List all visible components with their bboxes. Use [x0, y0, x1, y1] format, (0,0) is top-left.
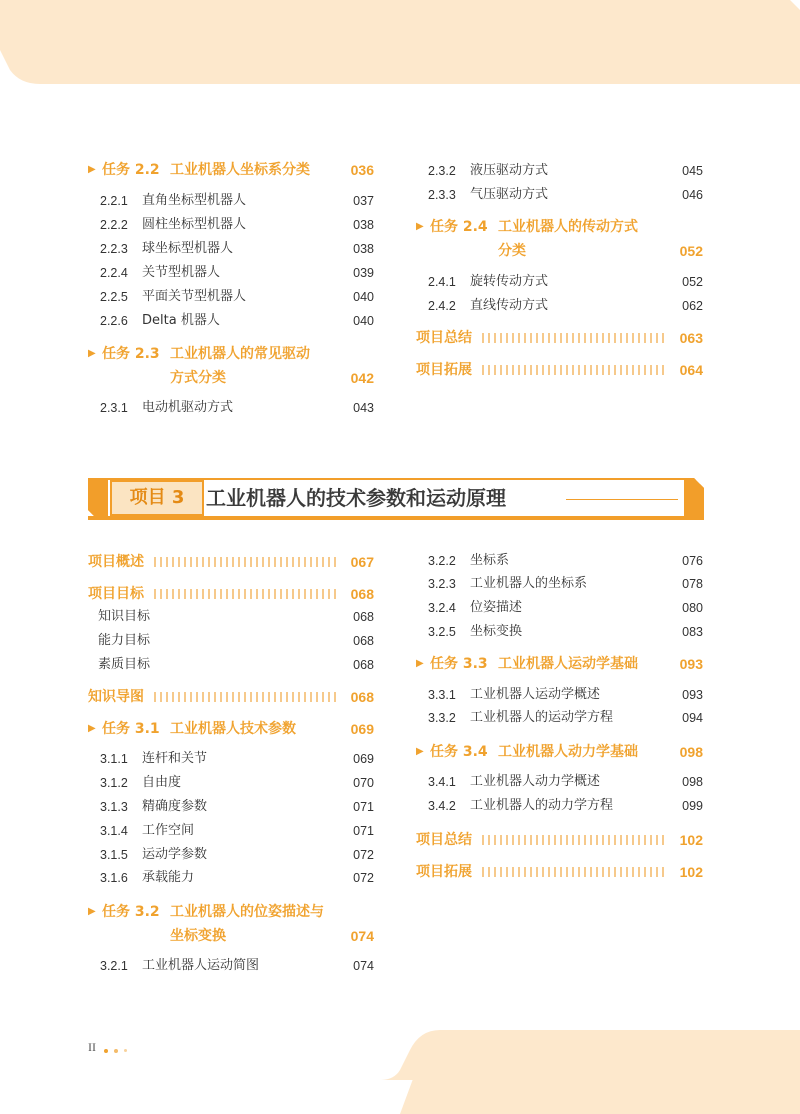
- section-label: 项目拓展: [416, 864, 472, 880]
- toc-task-3-1[interactable]: [88, 717, 374, 741]
- toc-item[interactable]: [88, 748, 374, 770]
- item-page: 070: [353, 776, 374, 790]
- toc-item[interactable]: [88, 214, 374, 236]
- item-page: 045: [682, 164, 703, 178]
- item-title: 素质目标: [98, 657, 151, 672]
- item-page: 043: [353, 401, 374, 415]
- item-page: 038: [353, 218, 374, 232]
- item-title: 工作空间: [142, 823, 195, 838]
- item-number: 3.2.2: [428, 554, 456, 568]
- toc-item[interactable]: [88, 238, 374, 260]
- toc-item[interactable]: [416, 573, 703, 595]
- item-number: 3.1.5: [100, 848, 128, 862]
- item-number: 3.1.6: [100, 871, 128, 885]
- toc-task-2-2[interactable]: [88, 158, 374, 182]
- dot-icon: [104, 1049, 108, 1053]
- item-number: 2.2.4: [100, 266, 128, 280]
- triangle-arrow-icon: ▶: [416, 221, 424, 232]
- toc-item[interactable]: [416, 621, 703, 643]
- item-number: 2.3.3: [428, 188, 456, 202]
- item-page: 078: [682, 577, 703, 591]
- section-page: 102: [679, 832, 703, 848]
- triangle-arrow-icon: ▶: [88, 906, 96, 917]
- task-title: 工业机器人技术参数: [170, 721, 296, 737]
- item-page: 062: [682, 299, 703, 313]
- item-number: 2.4.2: [428, 299, 456, 313]
- item-page: 080: [682, 601, 703, 615]
- section-label: 项目概述: [88, 554, 144, 570]
- item-title: 知识目标: [98, 609, 151, 624]
- item-page: 099: [682, 799, 703, 813]
- project-number: 项目 3: [129, 487, 185, 508]
- toc-column-bottom-right: [416, 549, 703, 885]
- task-title-continued: 坐标变换: [170, 928, 226, 944]
- toc-item[interactable]: [88, 820, 374, 842]
- item-page: 069: [353, 752, 374, 766]
- dot-leader: [154, 692, 338, 702]
- item-number: 3.1.3: [100, 800, 128, 814]
- item-number: 3.2.5: [428, 625, 456, 639]
- item-title: 自由度: [142, 775, 182, 790]
- toc-column-top-left: [88, 158, 374, 428]
- dot-leader: [154, 589, 338, 599]
- item-title: 工业机器人的运动学方程: [470, 710, 614, 725]
- item-page: 040: [353, 314, 374, 328]
- item-number: 3.3.1: [428, 688, 456, 702]
- toc-section-overview[interactable]: [88, 550, 374, 574]
- toc-task-3-4[interactable]: [416, 740, 703, 764]
- item-title: 关节型机器人: [142, 265, 221, 280]
- task-page: 069: [350, 721, 374, 737]
- section-label: 知识导图: [88, 689, 144, 705]
- item-number: 2.3.1: [100, 401, 128, 415]
- item-title: 气压驱动方式: [470, 187, 549, 202]
- toc-item[interactable]: [88, 772, 374, 794]
- task-label: 任务 3.3: [430, 656, 488, 672]
- section-label: 项目拓展: [416, 362, 472, 378]
- toc-item[interactable]: [88, 630, 374, 652]
- toc-item[interactable]: [416, 795, 703, 817]
- item-title: 工业机器人的动力学方程: [470, 798, 614, 813]
- task-page: 052: [679, 243, 703, 259]
- triangle-arrow-icon: ▶: [416, 658, 424, 669]
- item-page: 074: [353, 959, 374, 973]
- toc-item[interactable]: [416, 271, 703, 293]
- item-title: 直线传动方式: [470, 298, 549, 313]
- task-label: 任务 3.1: [102, 721, 160, 737]
- item-title: 承载能力: [142, 870, 195, 885]
- item-number: 2.2.3: [100, 242, 128, 256]
- toc-item[interactable]: [416, 684, 703, 706]
- item-number: 2.2.5: [100, 290, 128, 304]
- item-number: 3.2.3: [428, 577, 456, 591]
- task-title-continued: 分类: [498, 243, 526, 259]
- item-title: 工业机器人运动学概述: [470, 687, 601, 702]
- toc-item[interactable]: [416, 550, 703, 572]
- item-page: 072: [353, 848, 374, 862]
- task-title: 工业机器人运动学基础: [498, 656, 638, 672]
- item-page: 052: [682, 275, 703, 289]
- item-number: 2.2.1: [100, 194, 128, 208]
- triangle-arrow-icon: ▶: [88, 723, 96, 734]
- item-number: 2.3.2: [428, 164, 456, 178]
- item-title: 直角坐标型机器人: [142, 193, 247, 208]
- task-label: 任务 3.4: [430, 744, 488, 760]
- item-number: 3.4.2: [428, 799, 456, 813]
- item-number: 3.1.2: [100, 776, 128, 790]
- task-label: 任务 2.2: [102, 162, 160, 178]
- item-title: 工业机器人运动简图: [142, 958, 260, 973]
- item-title: 坐标系: [470, 553, 510, 568]
- item-page: 094: [682, 711, 703, 725]
- task-title: 工业机器人动力学基础: [498, 744, 638, 760]
- toc-item[interactable]: [88, 844, 374, 866]
- toc-item[interactable]: [88, 796, 374, 818]
- toc-item[interactable]: [416, 771, 703, 793]
- toc-item[interactable]: [416, 295, 703, 317]
- project-number-tag: [110, 480, 204, 516]
- item-number: 3.2.4: [428, 601, 456, 615]
- section-label: 项目总结: [416, 832, 472, 848]
- footer-decoration: [0, 1030, 800, 1114]
- toc-item[interactable]: [88, 867, 374, 889]
- toc-item[interactable]: [416, 707, 703, 729]
- item-page: 068: [353, 610, 374, 624]
- dot-leader: [482, 835, 666, 845]
- triangle-arrow-icon: ▶: [88, 348, 96, 359]
- item-page: 076: [682, 554, 703, 568]
- toc-item[interactable]: [88, 397, 374, 419]
- item-page: 046: [682, 188, 703, 202]
- item-page: 037: [353, 194, 374, 208]
- dot-icon: [124, 1049, 127, 1052]
- task-label: 任务 2.4: [430, 219, 488, 235]
- dot-leader: [154, 557, 338, 567]
- item-page: 039: [353, 266, 374, 280]
- section-page: 064: [679, 362, 703, 378]
- section-page: 067: [350, 554, 374, 570]
- item-title: 工业机器人动力学概述: [470, 774, 601, 789]
- dot-leader: [482, 333, 666, 343]
- item-title: 液压驱动方式: [470, 163, 549, 178]
- task-label: 任务 3.2: [102, 904, 160, 920]
- item-number: 3.1.1: [100, 752, 128, 766]
- section-page: 068: [350, 586, 374, 602]
- item-number: 3.1.4: [100, 824, 128, 838]
- toc-section-knowledge-map[interactable]: [88, 685, 374, 709]
- item-title: 平面关节型机器人: [142, 289, 247, 304]
- item-title: Delta 机器人: [142, 313, 220, 328]
- task-title: 工业机器人的传动方式: [498, 219, 638, 235]
- dot-icon: [114, 1049, 118, 1053]
- task-title: 工业机器人的常见驱动: [170, 346, 310, 362]
- item-page: 083: [682, 625, 703, 639]
- item-title: 坐标变换: [470, 624, 523, 639]
- item-title: 能力目标: [98, 633, 151, 648]
- task-page: 036: [350, 162, 374, 178]
- section-label: 项目目标: [88, 586, 144, 602]
- item-page: 040: [353, 290, 374, 304]
- item-number: 3.2.1: [100, 959, 128, 973]
- project-title: 工业机器人的技术参数和运动原理: [206, 486, 506, 510]
- toc-item[interactable]: [88, 310, 374, 332]
- task-page: 074: [350, 928, 374, 944]
- item-title: 工业机器人的坐标系: [470, 576, 588, 591]
- toc-column-top-right: [416, 158, 703, 384]
- task-label: 任务 2.3: [102, 346, 160, 362]
- header-decoration: [0, 0, 800, 84]
- triangle-arrow-icon: ▶: [88, 164, 96, 175]
- item-title: 位姿描述: [470, 600, 523, 615]
- toc-task-2-3[interactable]: [88, 342, 374, 390]
- dot-leader: [482, 867, 666, 877]
- section-page: 068: [350, 689, 374, 705]
- triangle-arrow-icon: ▶: [416, 746, 424, 757]
- item-title: 圆柱坐标型机器人: [142, 217, 247, 232]
- item-page: 093: [682, 688, 703, 702]
- item-title: 连杆和关节: [142, 751, 208, 766]
- item-page: 071: [353, 800, 374, 814]
- toc-item[interactable]: [416, 160, 703, 182]
- toc-task-3-2[interactable]: [88, 900, 374, 948]
- item-page: 098: [682, 775, 703, 789]
- project-banner: [88, 478, 704, 520]
- item-number: 2.2.2: [100, 218, 128, 232]
- toc-item[interactable]: [416, 184, 703, 206]
- dot-leader: [482, 365, 666, 375]
- item-number: 2.4.1: [428, 275, 456, 289]
- toc-task-3-3[interactable]: [416, 652, 703, 676]
- item-title: 精确度参数: [142, 799, 208, 814]
- item-page: 071: [353, 824, 374, 838]
- item-title: 电动机驱动方式: [142, 400, 234, 415]
- toc-section-goals[interactable]: [88, 582, 374, 606]
- toc-column-bottom-left: [88, 549, 374, 979]
- task-page: 042: [350, 370, 374, 386]
- task-page: 093: [679, 656, 703, 672]
- page-number: II: [88, 1040, 96, 1054]
- toc-item[interactable]: [88, 606, 374, 628]
- item-page: 068: [353, 658, 374, 672]
- toc-item[interactable]: [88, 262, 374, 284]
- item-number: 3.3.2: [428, 711, 456, 725]
- banner-rule: [566, 499, 678, 500]
- toc-section-summary[interactable]: [416, 828, 703, 852]
- task-title-continued: 方式分类: [170, 370, 226, 386]
- toc-item[interactable]: [88, 654, 374, 676]
- toc-item[interactable]: [88, 286, 374, 308]
- section-page: 063: [679, 330, 703, 346]
- item-page: 038: [353, 242, 374, 256]
- section-label: 项目总结: [416, 330, 472, 346]
- item-title: 球坐标型机器人: [142, 241, 234, 256]
- item-page: 072: [353, 871, 374, 885]
- item-page: 068: [353, 634, 374, 648]
- item-title: 旋转传动方式: [470, 274, 549, 289]
- toc-section-extension[interactable]: [416, 358, 703, 382]
- task-title: 工业机器人的位姿描述与: [170, 904, 324, 920]
- toc-item[interactable]: [88, 190, 374, 212]
- toc-section-summary[interactable]: [416, 326, 703, 350]
- toc-section-extension[interactable]: [416, 860, 703, 884]
- item-number: 3.4.1: [428, 775, 456, 789]
- item-title: 运动学参数: [142, 847, 208, 862]
- item-number: 2.2.6: [100, 314, 128, 328]
- toc-item[interactable]: [416, 597, 703, 619]
- toc-task-2-4[interactable]: [416, 215, 703, 263]
- task-page: 098: [679, 744, 703, 760]
- toc-item[interactable]: [88, 955, 374, 977]
- task-title: 工业机器人坐标系分类: [170, 162, 310, 178]
- section-page: 102: [679, 864, 703, 880]
